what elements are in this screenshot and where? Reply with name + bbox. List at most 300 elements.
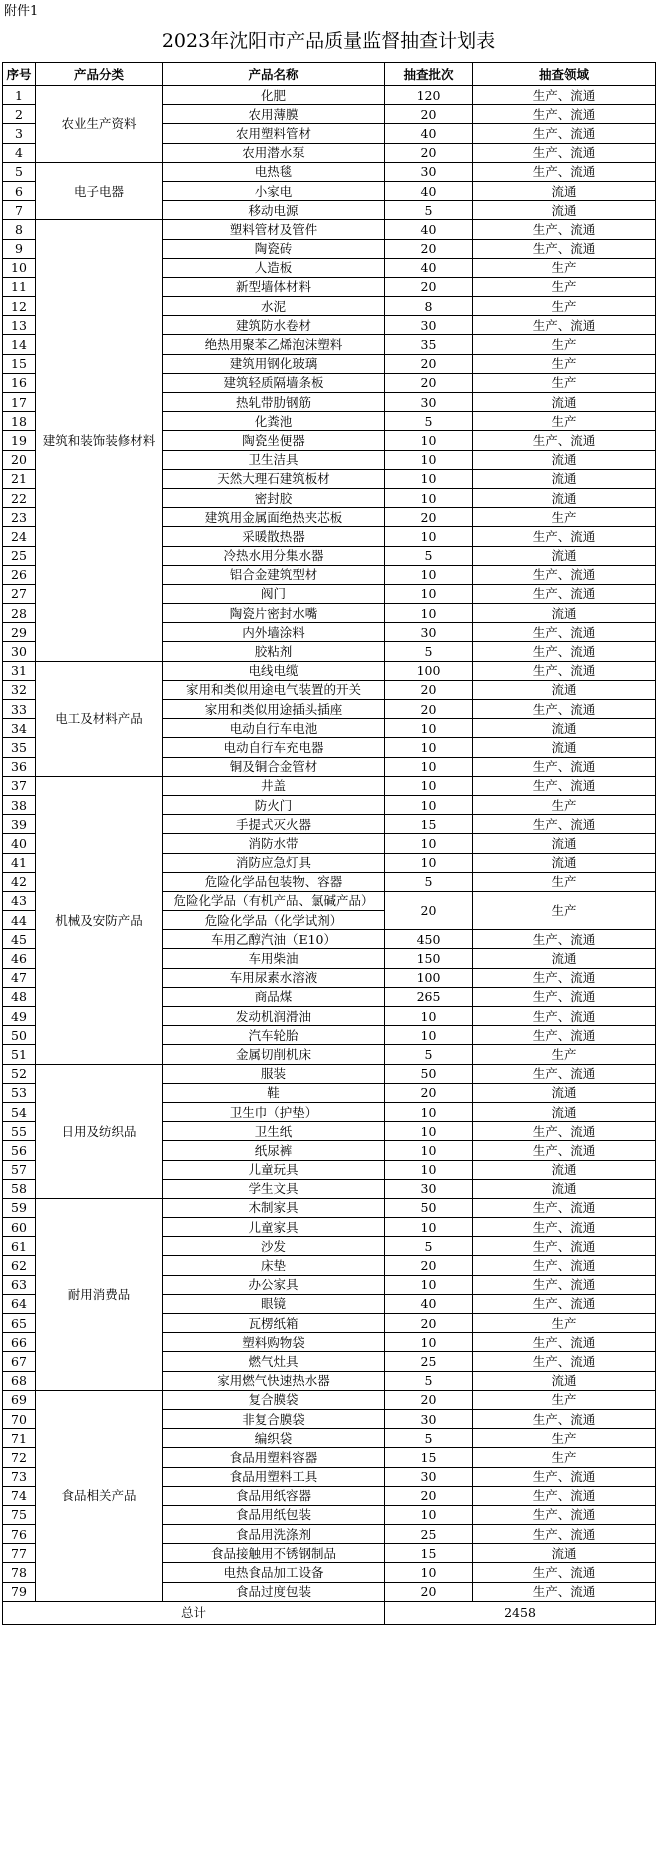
inspection-domain: 流通 xyxy=(473,393,656,412)
batch-count: 50 xyxy=(385,1064,473,1083)
inspection-domain: 生产、流通 xyxy=(473,930,656,949)
product-name: 陶瓷片密封水嘴 xyxy=(163,604,385,623)
batch-count: 10 xyxy=(385,1141,473,1160)
row-index: 8 xyxy=(3,220,36,239)
inspection-domain: 生产、流通 xyxy=(473,105,656,124)
inspection-domain: 生产、流通 xyxy=(473,220,656,239)
inspection-domain: 生产、流通 xyxy=(473,661,656,680)
inspection-domain: 生产、流通 xyxy=(473,700,656,719)
batch-count: 10 xyxy=(385,1026,473,1045)
batch-count: 5 xyxy=(385,1429,473,1448)
row-index: 19 xyxy=(3,431,36,450)
inspection-domain: 生产、流通 xyxy=(473,815,656,834)
product-name: 电动自行车电池 xyxy=(163,719,385,738)
batch-count: 20 xyxy=(385,1486,473,1505)
table-row xyxy=(3,1390,656,1409)
inspection-domain: 生产 xyxy=(473,354,656,373)
product-name: 床垫 xyxy=(163,1256,385,1275)
row-index: 50 xyxy=(3,1026,36,1045)
inspection-domain: 流通 xyxy=(473,546,656,565)
inspection-domain: 生产、流通 xyxy=(473,1198,656,1217)
product-name: 危险化学品包装物、容器 xyxy=(163,872,385,891)
batch-count: 20 xyxy=(385,700,473,719)
row-index: 57 xyxy=(3,1160,36,1179)
batch-count: 35 xyxy=(385,335,473,354)
inspection-domain: 生产、流通 xyxy=(473,1141,656,1160)
row-index: 11 xyxy=(3,277,36,296)
row-index: 63 xyxy=(3,1275,36,1294)
row-index: 37 xyxy=(3,776,36,795)
batch-count: 265 xyxy=(385,987,473,1006)
category-cell: 农业生产资料 xyxy=(36,86,163,163)
product-name: 电动自行车充电器 xyxy=(163,738,385,757)
product-name: 金属切削机床 xyxy=(163,1045,385,1064)
row-index: 69 xyxy=(3,1390,36,1409)
inspection-domain: 生产、流通 xyxy=(473,1582,656,1601)
row-index: 46 xyxy=(3,949,36,968)
row-index: 30 xyxy=(3,642,36,661)
header-product-name: 产品名称 xyxy=(163,63,385,86)
product-name: 木制家具 xyxy=(163,1198,385,1217)
batch-count: 5 xyxy=(385,412,473,431)
batch-count: 20 xyxy=(385,1256,473,1275)
row-index: 53 xyxy=(3,1083,36,1102)
row-index: 67 xyxy=(3,1352,36,1371)
batch-count: 5 xyxy=(385,546,473,565)
inspection-domain: 生产、流通 xyxy=(473,316,656,335)
batch-count: 10 xyxy=(385,1218,473,1237)
inspection-domain: 生产、流通 xyxy=(473,584,656,603)
batch-count: 10 xyxy=(385,853,473,872)
row-index: 60 xyxy=(3,1218,36,1237)
inspection-domain: 生产、流通 xyxy=(473,124,656,143)
inspection-domain: 生产、流通 xyxy=(473,642,656,661)
product-name: 眼镜 xyxy=(163,1294,385,1313)
inspection-domain: 生产 xyxy=(473,335,656,354)
inspection-domain: 生产 xyxy=(473,297,656,316)
row-index: 32 xyxy=(3,680,36,699)
header-category: 产品分类 xyxy=(36,63,163,86)
product-name: 食品用洗涤剂 xyxy=(163,1525,385,1544)
row-index: 59 xyxy=(3,1198,36,1217)
product-name: 卫生纸 xyxy=(163,1122,385,1141)
batch-count: 20 xyxy=(385,1582,473,1601)
product-name: 学生文具 xyxy=(163,1179,385,1198)
product-name: 食品接触用不锈钢制品 xyxy=(163,1544,385,1563)
product-name: 非复合膜袋 xyxy=(163,1409,385,1428)
product-name: 家用和类似用途插头插座 xyxy=(163,700,385,719)
product-name: 移动电源 xyxy=(163,201,385,220)
row-index: 54 xyxy=(3,1102,36,1121)
product-name: 儿童家具 xyxy=(163,1218,385,1237)
table-row xyxy=(3,776,656,795)
row-index: 49 xyxy=(3,1007,36,1026)
product-name: 车用柴油 xyxy=(163,949,385,968)
product-name: 食品用纸包装 xyxy=(163,1505,385,1524)
inspection-domain: 流通 xyxy=(473,853,656,872)
product-name: 化肥 xyxy=(163,86,385,105)
inspection-domain: 流通 xyxy=(473,604,656,623)
batch-count: 20 xyxy=(385,354,473,373)
row-index: 77 xyxy=(3,1544,36,1563)
batch-count: 20 xyxy=(385,277,473,296)
row-index: 47 xyxy=(3,968,36,987)
batch-count: 20 xyxy=(385,1083,473,1102)
inspection-domain: 生产 xyxy=(473,872,656,891)
batch-count: 10 xyxy=(385,1122,473,1141)
batch-count: 10 xyxy=(385,719,473,738)
row-index: 51 xyxy=(3,1045,36,1064)
row-index: 24 xyxy=(3,527,36,546)
row-index: 68 xyxy=(3,1371,36,1390)
batch-count: 30 xyxy=(385,1467,473,1486)
batch-count: 20 xyxy=(385,1390,473,1409)
inspection-domain: 生产 xyxy=(473,891,656,929)
batch-count: 15 xyxy=(385,815,473,834)
product-name: 电热食品加工设备 xyxy=(163,1563,385,1582)
batch-count: 150 xyxy=(385,949,473,968)
product-name: 胶粘剂 xyxy=(163,642,385,661)
product-name: 沙发 xyxy=(163,1237,385,1256)
total-row xyxy=(3,1601,656,1624)
row-index: 12 xyxy=(3,297,36,316)
batch-count: 10 xyxy=(385,488,473,507)
batch-count: 20 xyxy=(385,105,473,124)
product-name: 复合膜袋 xyxy=(163,1390,385,1409)
category-cell: 耐用消费品 xyxy=(36,1198,163,1390)
inspection-domain: 生产、流通 xyxy=(473,1007,656,1026)
batch-count: 15 xyxy=(385,1544,473,1563)
batch-count: 10 xyxy=(385,738,473,757)
row-index: 45 xyxy=(3,930,36,949)
row-index: 78 xyxy=(3,1563,36,1582)
batch-count: 40 xyxy=(385,181,473,200)
inspection-domain: 流通 xyxy=(473,1160,656,1179)
batch-count: 10 xyxy=(385,431,473,450)
row-index: 9 xyxy=(3,239,36,258)
table-row xyxy=(3,661,656,680)
batch-count: 10 xyxy=(385,565,473,584)
inspection-domain: 生产 xyxy=(473,1429,656,1448)
product-name: 人造板 xyxy=(163,258,385,277)
inspection-domain: 流通 xyxy=(473,450,656,469)
row-index: 18 xyxy=(3,412,36,431)
product-name: 纸尿裤 xyxy=(163,1141,385,1160)
product-name: 商品煤 xyxy=(163,987,385,1006)
product-name: 化粪池 xyxy=(163,412,385,431)
table-header-row xyxy=(3,63,656,86)
inspection-domain: 生产、流通 xyxy=(473,1486,656,1505)
row-index: 61 xyxy=(3,1237,36,1256)
row-index: 6 xyxy=(3,181,36,200)
batch-count: 20 xyxy=(385,508,473,527)
row-index: 71 xyxy=(3,1429,36,1448)
product-name: 农用塑料管材 xyxy=(163,124,385,143)
row-index: 4 xyxy=(3,143,36,162)
category-cell: 电工及材料产品 xyxy=(36,661,163,776)
batch-count: 25 xyxy=(385,1352,473,1371)
product-name: 内外墙涂料 xyxy=(163,623,385,642)
inspection-domain: 生产、流通 xyxy=(473,1064,656,1083)
batch-count: 30 xyxy=(385,316,473,335)
product-name: 新型墙体材料 xyxy=(163,277,385,296)
header-batches: 抽查批次 xyxy=(385,63,473,86)
product-name: 家用燃气快速热水器 xyxy=(163,1371,385,1390)
product-name: 井盖 xyxy=(163,776,385,795)
product-name: 车用乙醇汽油（E10） xyxy=(163,930,385,949)
product-name: 消防应急灯具 xyxy=(163,853,385,872)
category-cell: 建筑和装饰装修材料 xyxy=(36,220,163,661)
row-index: 43 xyxy=(3,891,36,910)
inspection-domain: 生产 xyxy=(473,412,656,431)
batch-count: 10 xyxy=(385,584,473,603)
inspection-domain: 生产、流通 xyxy=(473,431,656,450)
inspection-domain: 流通 xyxy=(473,488,656,507)
inspection-domain: 流通 xyxy=(473,1544,656,1563)
inspection-domain: 生产、流通 xyxy=(473,776,656,795)
inspection-domain: 流通 xyxy=(473,949,656,968)
batch-count: 10 xyxy=(385,527,473,546)
inspection-domain: 流通 xyxy=(473,201,656,220)
product-name: 陶瓷坐便器 xyxy=(163,431,385,450)
product-name: 防火门 xyxy=(163,795,385,814)
inspection-plan-table xyxy=(2,62,656,1625)
batch-count: 40 xyxy=(385,258,473,277)
batch-count: 40 xyxy=(385,124,473,143)
batch-count: 20 xyxy=(385,1314,473,1333)
row-index: 39 xyxy=(3,815,36,834)
inspection-domain: 生产、流通 xyxy=(473,1294,656,1313)
batch-count: 10 xyxy=(385,469,473,488)
table-row xyxy=(3,86,656,105)
inspection-domain: 生产、流通 xyxy=(473,1275,656,1294)
product-name: 电热毯 xyxy=(163,162,385,181)
inspection-domain: 流通 xyxy=(473,738,656,757)
row-index: 36 xyxy=(3,757,36,776)
batch-count: 100 xyxy=(385,968,473,987)
row-index: 56 xyxy=(3,1141,36,1160)
product-name: 鞋 xyxy=(163,1083,385,1102)
inspection-domain: 生产、流通 xyxy=(473,968,656,987)
product-name: 食品用塑料工具 xyxy=(163,1467,385,1486)
row-index: 17 xyxy=(3,393,36,412)
batch-count: 30 xyxy=(385,393,473,412)
row-index: 75 xyxy=(3,1505,36,1524)
inspection-domain: 生产 xyxy=(473,1448,656,1467)
inspection-domain: 生产、流通 xyxy=(473,757,656,776)
product-name: 燃气灶具 xyxy=(163,1352,385,1371)
row-index: 65 xyxy=(3,1314,36,1333)
batch-count: 40 xyxy=(385,1294,473,1313)
product-name: 家用和类似用途电气装置的开关 xyxy=(163,680,385,699)
table-row xyxy=(3,162,656,181)
product-name: 食品过度包装 xyxy=(163,1582,385,1601)
inspection-domain: 流通 xyxy=(473,680,656,699)
batch-count: 15 xyxy=(385,1448,473,1467)
inspection-domain: 生产 xyxy=(473,373,656,392)
category-cell: 电子电器 xyxy=(36,162,163,220)
inspection-domain: 流通 xyxy=(473,469,656,488)
product-name: 天然大理石建筑板材 xyxy=(163,469,385,488)
inspection-domain: 生产、流通 xyxy=(473,1505,656,1524)
batch-count: 5 xyxy=(385,642,473,661)
row-index: 3 xyxy=(3,124,36,143)
inspection-domain: 流通 xyxy=(473,1102,656,1121)
inspection-domain: 生产、流通 xyxy=(473,1563,656,1582)
row-index: 33 xyxy=(3,700,36,719)
inspection-domain: 生产、流通 xyxy=(473,1122,656,1141)
row-index: 74 xyxy=(3,1486,36,1505)
row-index: 15 xyxy=(3,354,36,373)
inspection-domain: 生产 xyxy=(473,508,656,527)
batch-count: 10 xyxy=(385,1160,473,1179)
inspection-domain: 生产、流通 xyxy=(473,1237,656,1256)
product-name: 水泥 xyxy=(163,297,385,316)
page-title: 2023年沈阳市产品质量监督抽查计划表 xyxy=(161,30,496,52)
batch-count: 25 xyxy=(385,1525,473,1544)
inspection-domain: 生产、流通 xyxy=(473,1352,656,1371)
row-index: 40 xyxy=(3,834,36,853)
row-index: 2 xyxy=(3,105,36,124)
row-index: 25 xyxy=(3,546,36,565)
product-name: 食品用塑料容器 xyxy=(163,1448,385,1467)
row-index: 58 xyxy=(3,1179,36,1198)
product-name: 发动机润滑油 xyxy=(163,1007,385,1026)
batch-count: 5 xyxy=(385,1237,473,1256)
category-cell: 机械及安防产品 xyxy=(36,776,163,1064)
table-body xyxy=(3,86,656,1602)
product-name: 危险化学品（化学试剂） xyxy=(163,911,385,930)
product-name: 采暖散热器 xyxy=(163,527,385,546)
inspection-domain: 生产、流通 xyxy=(473,143,656,162)
product-name: 陶瓷砖 xyxy=(163,239,385,258)
inspection-domain: 生产、流通 xyxy=(473,239,656,258)
batch-count: 5 xyxy=(385,201,473,220)
inspection-domain: 生产、流通 xyxy=(473,1256,656,1275)
product-name: 铝合金建筑型材 xyxy=(163,565,385,584)
product-name: 建筑防水卷材 xyxy=(163,316,385,335)
batch-count: 5 xyxy=(385,1371,473,1390)
batch-count: 10 xyxy=(385,1102,473,1121)
row-index: 27 xyxy=(3,584,36,603)
row-index: 70 xyxy=(3,1409,36,1428)
batch-count: 20 xyxy=(385,143,473,162)
product-name: 消防水带 xyxy=(163,834,385,853)
inspection-domain: 生产、流通 xyxy=(473,1409,656,1428)
row-index: 7 xyxy=(3,201,36,220)
batch-count: 10 xyxy=(385,1505,473,1524)
table-row xyxy=(3,1064,656,1083)
product-name: 绝热用聚苯乙烯泡沫塑料 xyxy=(163,335,385,354)
row-index: 73 xyxy=(3,1467,36,1486)
product-name: 瓦楞纸箱 xyxy=(163,1314,385,1333)
inspection-domain: 流通 xyxy=(473,1083,656,1102)
product-name: 卫生巾（护垫） xyxy=(163,1102,385,1121)
inspection-domain: 生产、流通 xyxy=(473,1026,656,1045)
batch-count: 20 xyxy=(385,680,473,699)
row-index: 28 xyxy=(3,604,36,623)
inspection-domain: 生产、流通 xyxy=(473,1525,656,1544)
batch-count: 8 xyxy=(385,297,473,316)
inspection-domain: 生产 xyxy=(473,277,656,296)
row-index: 35 xyxy=(3,738,36,757)
inspection-domain: 生产、流通 xyxy=(473,1333,656,1352)
row-index: 52 xyxy=(3,1064,36,1083)
table-row xyxy=(3,220,656,239)
batch-count: 10 xyxy=(385,795,473,814)
product-name: 冷热水用分集水器 xyxy=(163,546,385,565)
product-name: 塑料购物袋 xyxy=(163,1333,385,1352)
header-domain: 抽查领域 xyxy=(473,63,656,86)
inspection-domain: 生产、流通 xyxy=(473,86,656,105)
batch-count: 10 xyxy=(385,604,473,623)
inspection-domain: 流通 xyxy=(473,181,656,200)
row-index: 26 xyxy=(3,565,36,584)
row-index: 76 xyxy=(3,1525,36,1544)
row-index: 62 xyxy=(3,1256,36,1275)
product-name: 服装 xyxy=(163,1064,385,1083)
attachment-label: 附件1 xyxy=(4,4,39,19)
product-name: 农用薄膜 xyxy=(163,105,385,124)
inspection-domain: 流通 xyxy=(473,1179,656,1198)
batch-count: 450 xyxy=(385,930,473,949)
batch-count: 30 xyxy=(385,1179,473,1198)
row-index: 1 xyxy=(3,86,36,105)
inspection-domain: 生产、流通 xyxy=(473,623,656,642)
batch-count: 10 xyxy=(385,776,473,795)
batch-count: 10 xyxy=(385,1333,473,1352)
category-cell: 食品相关产品 xyxy=(36,1390,163,1601)
batch-count: 20 xyxy=(385,373,473,392)
row-index: 14 xyxy=(3,335,36,354)
inspection-domain: 流通 xyxy=(473,834,656,853)
row-index: 41 xyxy=(3,853,36,872)
row-index: 79 xyxy=(3,1582,36,1601)
product-name: 儿童玩具 xyxy=(163,1160,385,1179)
row-index: 64 xyxy=(3,1294,36,1313)
batch-count: 5 xyxy=(385,872,473,891)
row-index: 10 xyxy=(3,258,36,277)
batch-count: 50 xyxy=(385,1198,473,1217)
inspection-domain: 生产 xyxy=(473,1390,656,1409)
batch-count: 120 xyxy=(385,86,473,105)
inspection-domain: 生产、流通 xyxy=(473,527,656,546)
product-name: 编织袋 xyxy=(163,1429,385,1448)
row-index: 44 xyxy=(3,911,36,930)
batch-count: 10 xyxy=(385,834,473,853)
row-index: 72 xyxy=(3,1448,36,1467)
product-name: 卫生洁具 xyxy=(163,450,385,469)
batch-count: 10 xyxy=(385,1007,473,1026)
row-index: 66 xyxy=(3,1333,36,1352)
product-name: 办公家具 xyxy=(163,1275,385,1294)
row-index: 20 xyxy=(3,450,36,469)
batch-count: 10 xyxy=(385,1275,473,1294)
inspection-domain: 生产 xyxy=(473,258,656,277)
row-index: 21 xyxy=(3,469,36,488)
batch-count: 40 xyxy=(385,220,473,239)
product-name: 铜及铜合金管材 xyxy=(163,757,385,776)
inspection-domain: 生产、流通 xyxy=(473,1467,656,1486)
batch-count: 30 xyxy=(385,162,473,181)
inspection-domain: 生产、流通 xyxy=(473,162,656,181)
category-cell: 日用及纺织品 xyxy=(36,1064,163,1198)
inspection-domain: 流通 xyxy=(473,719,656,738)
row-index: 48 xyxy=(3,987,36,1006)
inspection-domain: 生产、流通 xyxy=(473,565,656,584)
product-name: 阀门 xyxy=(163,584,385,603)
product-name: 食品用纸容器 xyxy=(163,1486,385,1505)
